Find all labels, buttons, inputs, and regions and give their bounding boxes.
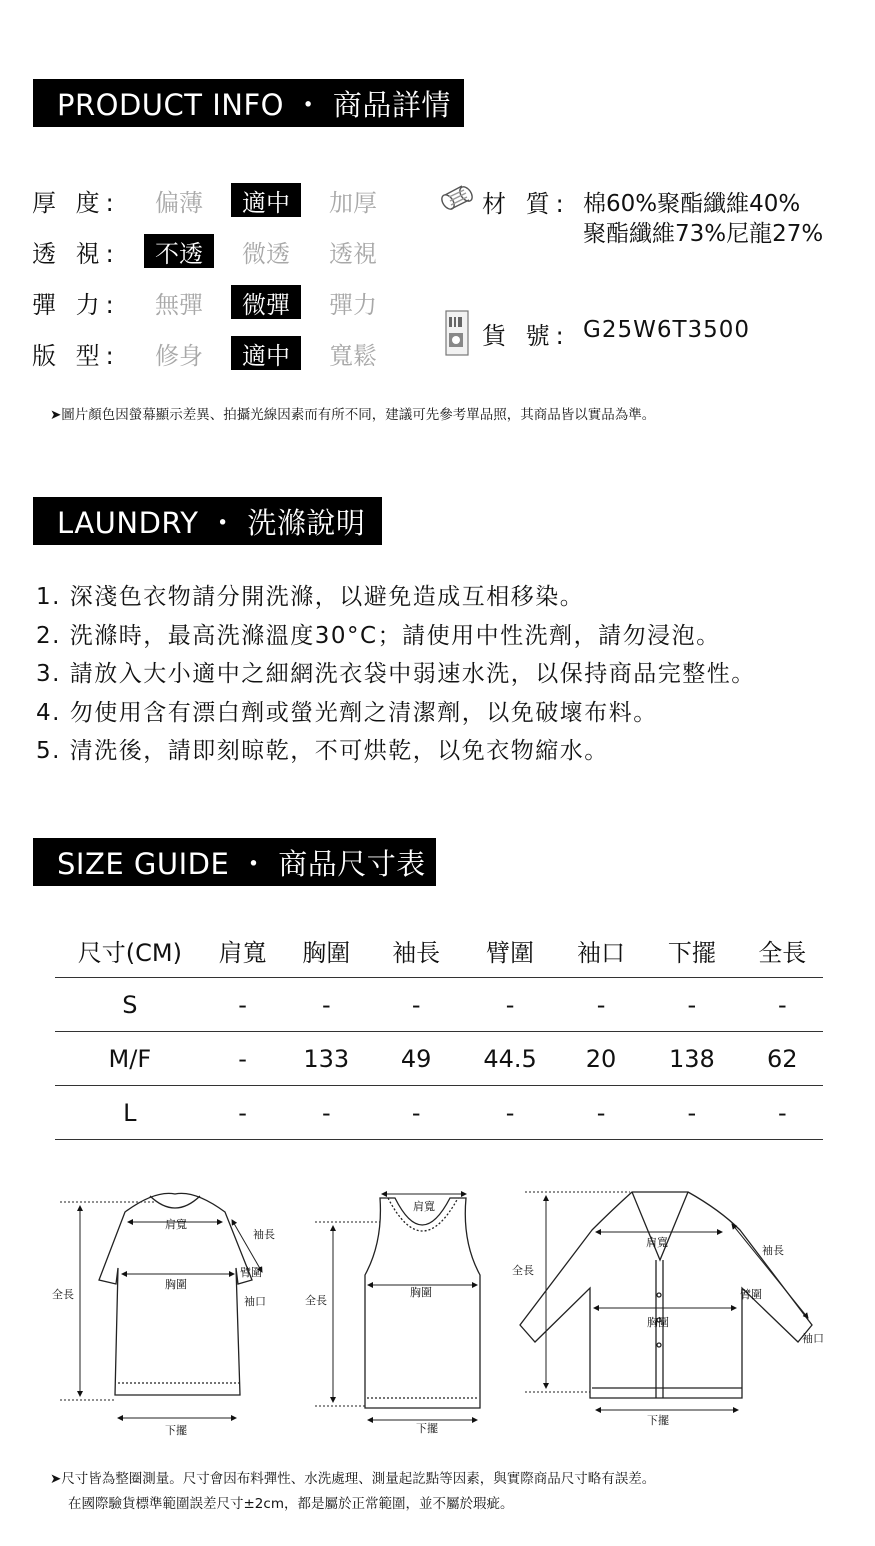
attribute-row xyxy=(32,180,405,220)
size-note: 在國際驗貨標準範圍誤差尺寸±2cm，都是屬於正常範圍，並不屬於瑕疵。 xyxy=(68,1496,514,1512)
size-table-header xyxy=(55,924,823,978)
size-table xyxy=(55,924,823,1140)
size-row xyxy=(55,1032,823,1086)
size-name-cell: L xyxy=(55,1086,205,1140)
size-column-header: 肩寬 xyxy=(205,924,281,978)
size-value-cell: - xyxy=(205,978,281,1032)
attribute-row xyxy=(32,333,405,373)
laundry-heading: LAUNDRY ・ 洗滌說明 xyxy=(33,497,382,545)
size-note: ➤尺寸皆為整圈測量。尺寸會因布料彈性、水洗處理、測量起訖點等因素，與實際商品尺寸略有誤差。 xyxy=(50,1471,656,1487)
diagram-label-length: 全長 xyxy=(305,1294,327,1307)
diagram-label-hem: 下擺 xyxy=(416,1422,438,1435)
attribute-option: 加厚 xyxy=(329,188,377,217)
size-guide-heading: SIZE GUIDE ・ 商品尺寸表 xyxy=(33,838,436,886)
material-label: 材 質: xyxy=(482,190,570,218)
size-value-cell: - xyxy=(205,1086,281,1140)
size-column-header: 下擺 xyxy=(642,924,741,978)
size-value-cell: 44.5 xyxy=(460,1032,560,1086)
size-value-cell: - xyxy=(742,1086,823,1140)
diagram-label-chest: 胸圍 xyxy=(647,1316,669,1329)
size-value-cell: 133 xyxy=(280,1032,372,1086)
tag-icon xyxy=(444,309,472,359)
size-column-header: 袖口 xyxy=(560,924,642,978)
diagram-label-sleeve: 袖長 xyxy=(253,1228,275,1241)
attribute-option: 微透 xyxy=(242,239,290,268)
size-column-header: 袖長 xyxy=(372,924,460,978)
diagram-label-length: 全長 xyxy=(52,1288,74,1301)
size-name-cell: S xyxy=(55,978,205,1032)
diagram-label-cuff: 袖口 xyxy=(802,1332,824,1345)
attribute-option: 彈力 xyxy=(329,290,377,319)
attribute-option: 寬鬆 xyxy=(329,341,377,370)
laundry-line: 5. 清洗後，請即刻晾乾，不可烘乾，以免衣物縮水。 xyxy=(36,738,609,764)
size-column-header: 尺寸(CM) xyxy=(55,924,205,978)
size-value-cell: - xyxy=(460,1086,560,1140)
size-row xyxy=(55,978,823,1032)
diagram-label-arm: 臂圍 xyxy=(740,1288,762,1301)
size-value-cell: 138 xyxy=(642,1032,741,1086)
diagram-label-chest: 胸圍 xyxy=(410,1286,432,1299)
laundry-line: 1. 深淺色衣物請分開洗滌，以避免造成互相移染。 xyxy=(36,584,585,610)
size-value-cell: - xyxy=(280,1086,372,1140)
diagram-label-length: 全長 xyxy=(512,1264,534,1277)
tank-diagram xyxy=(365,1198,480,1408)
diagram-label-hem: 下擺 xyxy=(165,1424,187,1437)
attribute-row xyxy=(32,231,405,271)
size-value-cell: - xyxy=(372,978,460,1032)
attribute-label: 透 視: xyxy=(32,239,120,268)
size-value-cell: - xyxy=(280,978,372,1032)
attribute-label: 版 型: xyxy=(32,341,120,370)
diagram-label-shoulder: 肩寬 xyxy=(646,1236,668,1249)
color-disclaimer: ➤圖片顏色因螢幕顯示差異、拍攝光線因素而有所不同，建議可先參考單品照，其商品皆以實品為準。 xyxy=(50,407,656,423)
diagram-label-shoulder: 肩寬 xyxy=(413,1200,435,1213)
size-column-header: 胸圍 xyxy=(280,924,372,978)
size-column-header: 全長 xyxy=(742,924,823,978)
laundry-line: 3. 請放入大小適中之細網洗衣袋中弱速水洗，以保持商品完整性。 xyxy=(36,661,756,687)
diagram-label-hem: 下擺 xyxy=(647,1414,669,1427)
material-line-2: 聚酯纖維73%尼龍27% xyxy=(583,221,824,247)
diagram-label-shoulder: 肩寬 xyxy=(165,1218,187,1231)
attribute-option-selected: 不透 xyxy=(144,234,214,268)
diagram-label-arm: 臂圍 xyxy=(240,1266,262,1279)
size-value-cell: - xyxy=(205,1032,281,1086)
attribute-option-selected: 適中 xyxy=(231,183,301,217)
thread-spool-icon xyxy=(440,184,476,214)
diagram-label-cuff: 袖口 xyxy=(244,1295,266,1308)
size-value-cell: 20 xyxy=(560,1032,642,1086)
size-value-cell: - xyxy=(742,978,823,1032)
size-value-cell: - xyxy=(460,978,560,1032)
attribute-option: 偏薄 xyxy=(155,188,203,217)
size-row xyxy=(55,1086,823,1140)
attribute-option-selected: 微彈 xyxy=(231,285,301,319)
cardigan-diagram xyxy=(520,1192,812,1398)
size-value-cell: - xyxy=(372,1086,460,1140)
size-column-header: 臂圍 xyxy=(460,924,560,978)
size-value-cell: - xyxy=(642,1086,741,1140)
laundry-line: 4. 勿使用含有漂白劑或螢光劑之清潔劑，以免破壞布料。 xyxy=(36,699,658,726)
diagram-label-sleeve: 袖長 xyxy=(762,1244,784,1257)
attribute-label: 厚 度: xyxy=(32,188,120,217)
material-line-1: 棉60%聚酯纖維40% xyxy=(583,191,801,217)
item-no-value: G25W6T3500 xyxy=(583,317,751,343)
attribute-option-selected: 適中 xyxy=(231,336,301,370)
size-diagrams xyxy=(0,1180,875,1440)
size-value-cell: - xyxy=(642,978,741,1032)
diagram-label-chest: 胸圍 xyxy=(165,1278,187,1291)
attribute-option: 透視 xyxy=(329,239,377,268)
attribute-option: 修身 xyxy=(155,341,203,370)
laundry-line: 2. 洗滌時，最高洗滌溫度30°C；請使用中性洗劑，請勿浸泡。 xyxy=(36,622,721,649)
item-no-label: 貨 號: xyxy=(482,322,570,350)
attribute-row xyxy=(32,282,405,322)
size-name-cell: M/F xyxy=(55,1032,205,1086)
size-value-cell: - xyxy=(560,978,642,1032)
attribute-option: 無彈 xyxy=(155,290,203,319)
size-value-cell: 49 xyxy=(372,1032,460,1086)
size-value-cell: - xyxy=(560,1086,642,1140)
size-value-cell: 62 xyxy=(742,1032,823,1086)
attribute-label: 彈 力: xyxy=(32,290,120,319)
product-info-heading: PRODUCT INFO ・ 商品詳情 xyxy=(33,79,464,127)
